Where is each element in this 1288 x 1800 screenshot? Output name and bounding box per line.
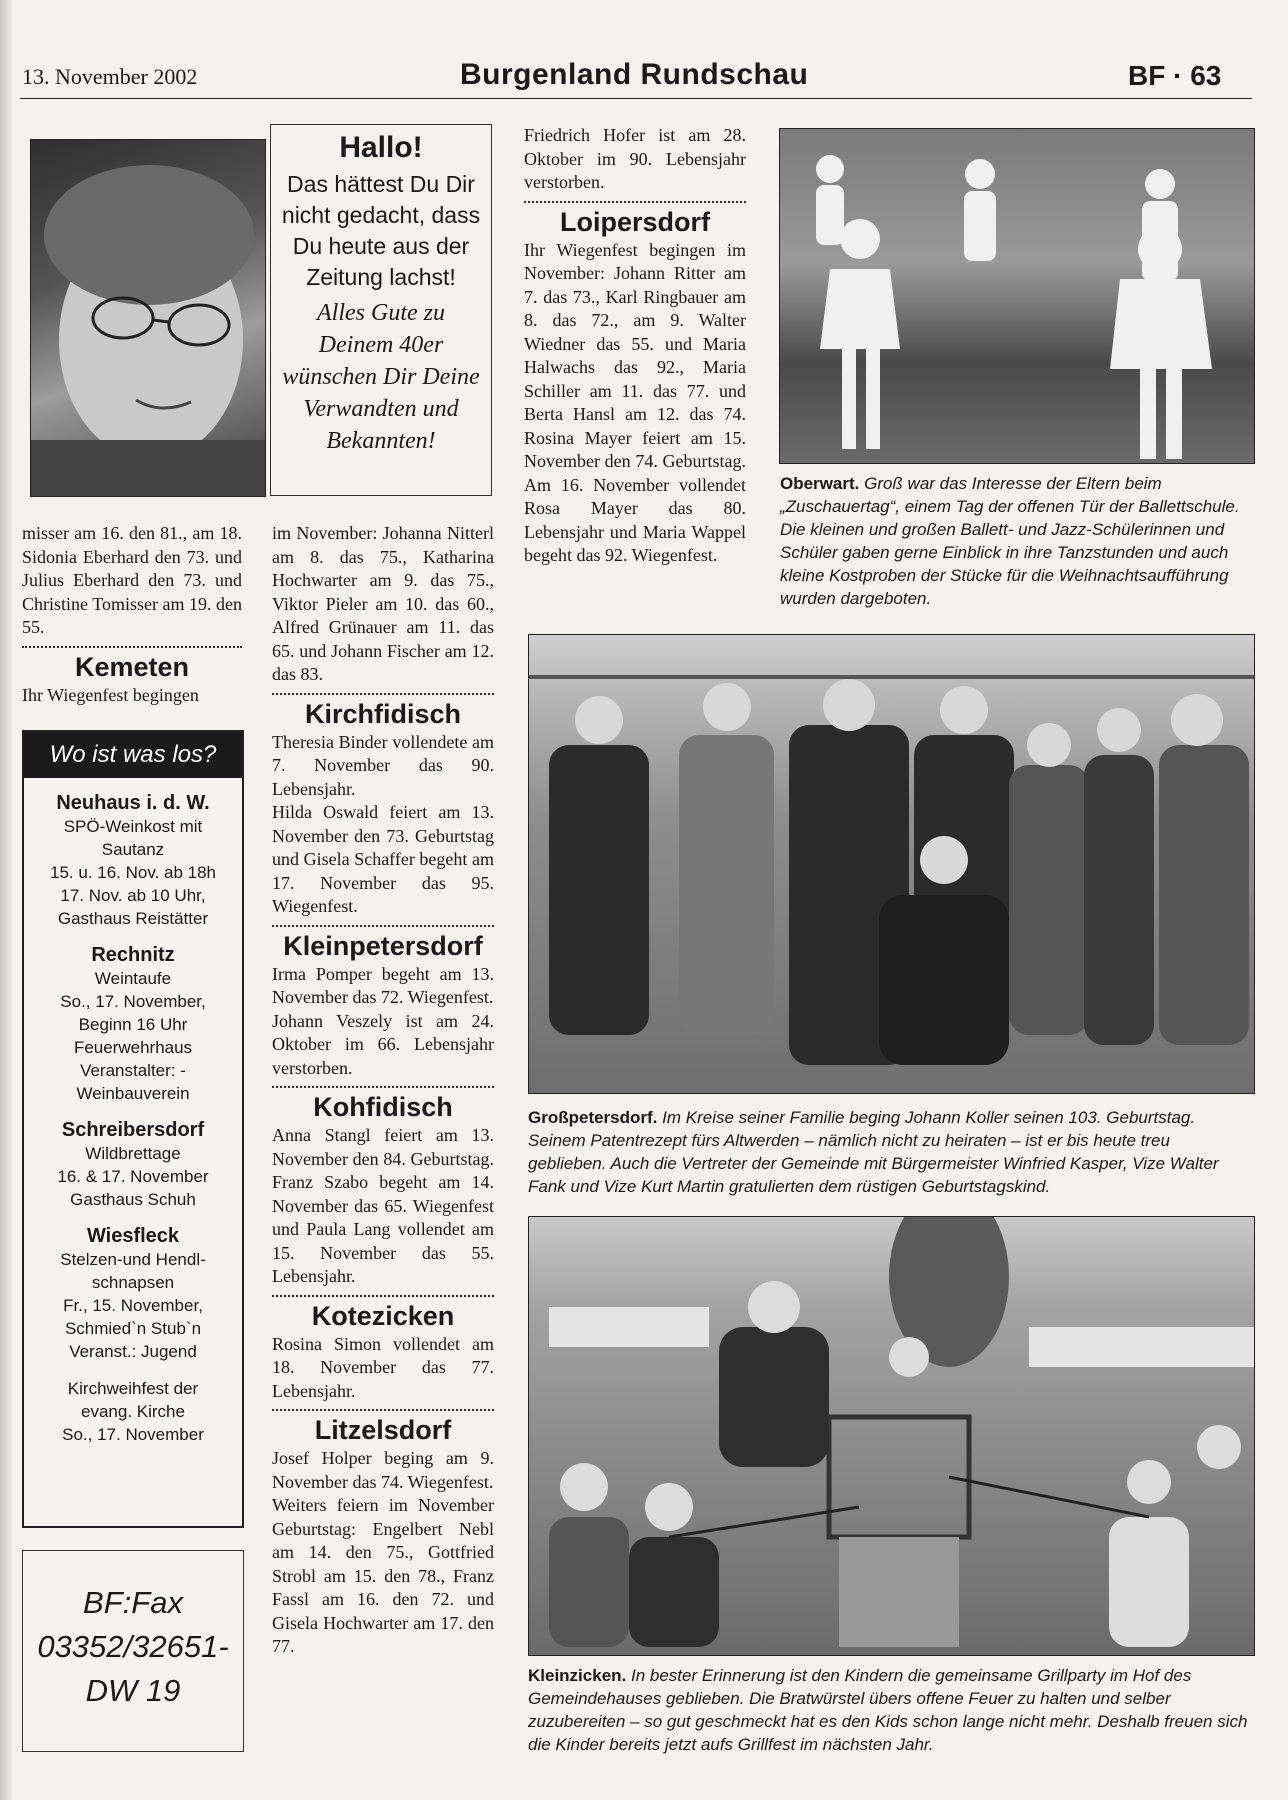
event-detail: So., 17. November xyxy=(62,1425,204,1444)
event-detail: 17. Nov. ab 10 Uhr, xyxy=(60,886,206,905)
event-detail: Feuerwehrhaus xyxy=(73,1038,193,1057)
family-caption xyxy=(528,1106,1253,1198)
column-1 xyxy=(22,522,242,707)
event-detail: 16. & 17. November xyxy=(57,1167,209,1186)
section-heading: Kleinpetersdorf xyxy=(283,930,483,961)
event-detail: So., 17. November, xyxy=(60,992,206,1011)
event-detail: evang. Kirche xyxy=(81,1402,185,1421)
fax-box xyxy=(22,1550,244,1752)
family-caption-text: Im Kreise seiner Familie beging Johann Koller seinen 103. Geburtstag. Seinem Patentrezept fürs Altwerden – nämlich nicht zu heiraten – ist er bis heute treu geblieben. Auch die Vertreter der Gemeinde mit Bürgermeister Winfried Kasper, Vize Walter Fank und Vize Kurt Martin gratulierten dem rüstigen Geburtstagskind. xyxy=(528,1108,1219,1196)
event-detail: Fr., 15. November, xyxy=(63,1296,203,1315)
divider xyxy=(272,1409,494,1411)
greeting-box xyxy=(270,124,492,496)
ballet-photo xyxy=(779,128,1255,464)
section-paragraph: Johann Veszely ist am 24. Oktober im 66. Lebensjahr verstorben. xyxy=(272,1010,494,1078)
event-detail: Wildbrettage xyxy=(85,1144,181,1163)
event-place: Neuhaus i. d. W. xyxy=(56,792,210,814)
issue-date: 13. November 2002 xyxy=(22,64,198,89)
section-heading: Litzelsdorf xyxy=(314,1415,452,1445)
event-place: Rechnitz xyxy=(91,944,175,966)
newspaper-title: Burgenland Rundschau xyxy=(460,58,809,91)
column-3-intro: Friedrich Hofer ist am 28. Oktober im 90. Lebensjahr verstorben. xyxy=(524,125,746,192)
divider xyxy=(524,201,746,203)
fax-extension: DW 19 xyxy=(85,1673,181,1708)
scan-edge xyxy=(0,0,12,1800)
greeting-title: Hallo! xyxy=(339,131,423,164)
grill-photo xyxy=(528,1216,1255,1656)
section-paragraph: Irma Pomper begeht am 13. November das 72. Wiegenfest. xyxy=(272,963,494,1007)
event-detail: SPÖ-Weinkost mit xyxy=(63,817,203,836)
section-heading: Kohfidisch xyxy=(313,1092,453,1122)
divider xyxy=(272,925,494,927)
kemeten-text: Ihr Wiegenfest begingen xyxy=(22,684,199,705)
page-number: BF · 63 xyxy=(1128,60,1222,91)
column-2-sections xyxy=(272,693,494,1659)
loipersdorf-text: Ihr Wiegenfest begingen im November: Johann Ritter am 7. das 73., Karl Ringbauer am 8. das 72., am 9. Walter Wiedner das 55. und Maria Halwachs das 92., Maria Schiller am 11. das 77. und Berta Hansl am 12. das 74. Rosina Mayer feiert am 15. November den 74. Geburtstag. Am 16. November vollendet Rosa Mayer das 80. Lebensjahr und Maria Wappel begeht das 92. Wiegenfest. xyxy=(524,239,746,565)
divider xyxy=(272,1086,494,1088)
event-detail: Schmied`n Stub`n xyxy=(64,1319,202,1338)
section-heading: Kirchfidisch xyxy=(304,698,462,729)
section-paragraph: Weiters feiern im November Geburtstag: Engelbert Nebl am 14. den 75., Gottfried Strobl am 15. den 78., Franz Fassl am 16. den 72. und Gisela Hochwarter am 17. den 77. xyxy=(272,1495,494,1656)
column-1-intro: misser am 16. den 81., am 18. Sidonia Eberhard den 73. und Julius Eberhard den 73. und Christine Tomisser am 19. den 55. xyxy=(22,523,242,637)
event-detail: Kirchweihfest der xyxy=(67,1379,199,1398)
section-paragraph: Rosina Simon vollendet am 18. November das 77. Lebensjahr. xyxy=(272,1333,494,1401)
events-box xyxy=(22,730,244,1528)
event-place: Schreibersdorf xyxy=(61,1119,205,1141)
greeting-wishes: Alles Gute zu Deinem 40er wünschen Dir Deine Verwandten und Bekannten! xyxy=(282,300,480,454)
event-detail: Beginn 16 Uhr xyxy=(78,1015,188,1034)
column-2-intro: im November: Johanna Nitterl am 8. das 75., Katharina Hochwarter am 9. das 75., Viktor Pieler am 10. das 60., Alfred Grünauer am 11. das 65. und Johann Fischer am 12. das 83. xyxy=(272,523,494,684)
events-list xyxy=(24,792,242,1446)
grill-caption-place: Kleinzicken. xyxy=(528,1666,627,1685)
portrait-illustration xyxy=(31,140,265,496)
section-paragraph: Hilda Oswald feiert am 13. November den 73. Geburtstag und Gisela Schaffer begeht am 17. November das 95. Wiegenfest. xyxy=(272,802,494,916)
event-detail: schnapsen xyxy=(91,1273,175,1292)
header-rule xyxy=(20,98,1252,99)
greeting-message: Das hättest Du Dir nicht gedacht, dass Du heute aus der Zeitung lachst! xyxy=(281,171,481,290)
family-illustration xyxy=(529,635,1254,1093)
ballet-illustration xyxy=(780,129,1254,463)
event-detail: 15. u. 16. Nov. ab 18h xyxy=(49,863,217,882)
heading-loipersdorf: Loipersdorf xyxy=(559,206,710,237)
grill-caption xyxy=(528,1664,1253,1756)
portrait-photo xyxy=(30,139,266,497)
event-detail: Sautanz xyxy=(101,840,165,859)
event-detail: Gasthaus Reistätter xyxy=(57,909,209,928)
section-paragraph: Anna Stangl feiert am 13. November den 84. Geburtstag. Franz Szabo begeht am 14. November das 65. Wiegenfest und Paula Lang vollendet am 15. November das 55. Lebensjahr. xyxy=(272,1125,494,1286)
event-detail xyxy=(24,1363,242,1377)
family-caption-place: Großpetersdorf. xyxy=(528,1108,658,1127)
heading-kemeten: Kemeten xyxy=(74,651,190,682)
family-photo xyxy=(528,634,1255,1094)
grill-illustration xyxy=(529,1217,1254,1655)
divider xyxy=(22,646,242,648)
event-detail: Weinbauverein xyxy=(76,1084,190,1103)
event-detail: Stelzen-und Hendl- xyxy=(60,1250,206,1269)
section-heading: Kotezicken xyxy=(311,1300,455,1331)
column-3 xyxy=(524,124,746,568)
fax-label: BF:Fax xyxy=(83,1585,183,1620)
ballet-caption-place: Oberwart. xyxy=(780,474,860,493)
event-detail: Veranst.: Jugend xyxy=(69,1342,197,1361)
fax-number: 03352/32651- xyxy=(37,1629,229,1664)
ballet-caption-text: Groß war das Interesse der Eltern beim „Zuschauertag“, einem Tag der offenen Tür der Ballettschule. Die kleinen und großen Ballett- und Jazz-Schülerinnen und Schüler gaben gerne Einblick in ihre Tanzstunden und auch kleine Kostproben der Stücke für die Weihnachtsaufführung wurden dargeboten. xyxy=(780,474,1240,608)
section-paragraph: Josef Holper beging am 9. November das 74. Wiegenfest. xyxy=(272,1448,494,1492)
ballet-caption xyxy=(780,472,1254,610)
event-detail: Gasthaus Schuh xyxy=(70,1190,196,1209)
column-2 xyxy=(272,522,494,1659)
grill-caption-text: In bester Erinnerung ist den Kindern die gemeinsame Grillparty im Hof des Gemeindehauses geblieben. Die Bratwürstel übers offene Feuer zu halten und selber zuzubereiten – so gut geschmeckt hat es den Kids schon lange nicht mehr. Deshalb freuen sich die Kinder bereits jetzt aufs Grillfest im nächsten Jahr. xyxy=(528,1666,1248,1754)
event-detail: Weintaufe xyxy=(94,969,172,988)
event-place: Wiesfleck xyxy=(86,1225,180,1247)
event-detail: Veranstalter: - xyxy=(80,1061,186,1080)
events-title: Wo ist was los? xyxy=(24,732,242,778)
divider xyxy=(272,693,494,695)
section-paragraph: Theresia Binder vollendete am 7. November das 90. Lebensjahr. xyxy=(272,731,494,799)
divider xyxy=(272,1295,494,1297)
